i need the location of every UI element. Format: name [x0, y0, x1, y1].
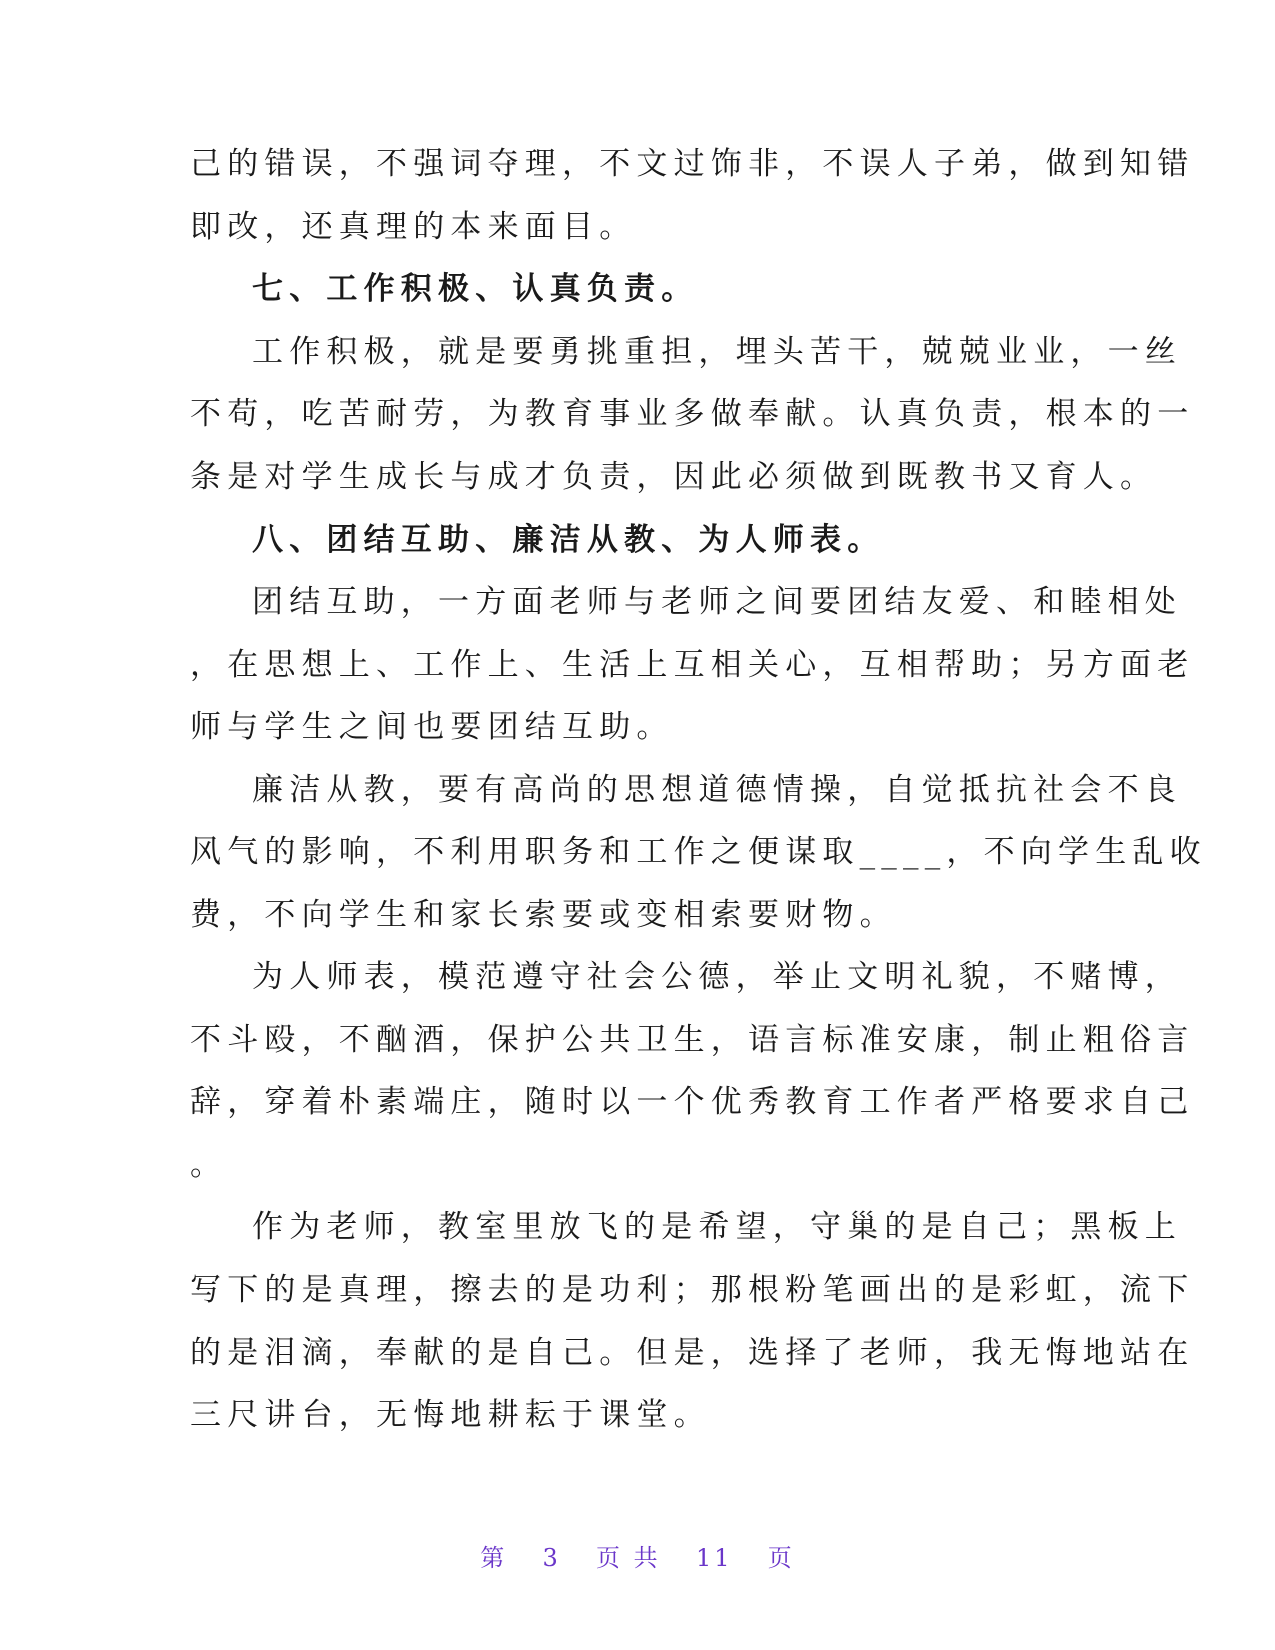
body-text-line: 廉洁从教，要有高尚的思想道德情操，自觉抵抗社会不良	[252, 772, 1182, 808]
footer-total-pages: 11	[695, 1544, 733, 1572]
body-text-line: 为人师表，模范遵守社会公德，举止文明礼貌，不赌博，	[252, 959, 1182, 995]
body-text-line: 。	[190, 1147, 228, 1183]
body-text-line: 不斗殴，不酗酒，保护公共卫生，语言标准安康，制止粗俗言	[190, 1022, 1195, 1058]
body-text-line: 不苟，吃苦耐劳，为教育事业多做奉献。认真负责，根本的一	[190, 396, 1195, 432]
section-heading-8: 八、团结互助、廉洁从教、为人师表。	[252, 522, 885, 558]
body-text-line: 费，不向学生和家长索要或变相索要财物。	[190, 897, 897, 933]
footer-current-page: 3	[542, 1544, 561, 1572]
footer-middle: 页 共	[596, 1544, 661, 1572]
body-text-line: 三尺讲台，无悔地耕耘于课堂。	[190, 1397, 711, 1433]
section-heading-7: 七、工作积极、认真负责。	[252, 271, 699, 307]
body-text-line: 即改，还真理的本来面目。	[190, 209, 637, 245]
body-text-line: 条是对学生成长与成才负责，因此必须做到既教书又育人。	[190, 459, 1158, 495]
body-text-line: 辞，穿着朴素端庄，随时以一个优秀教育工作者严格要求自己	[190, 1084, 1195, 1120]
body-text-line: 工作积极，就是要勇挑重担，埋头苦干，兢兢业业，一丝	[252, 334, 1182, 370]
body-text-line: 师与学生之间也要团结互助。	[190, 709, 674, 745]
body-text-line: 己的错误，不强词夺理，不文过饰非，不误人子弟，做到知错	[190, 146, 1195, 182]
body-text-line: ，在思想上、工作上、生活上互相关心，互相帮助；另方面老	[190, 647, 1195, 683]
body-text-line: 作为老师，教室里放飞的是希望，守巢的是自己；黑板上	[252, 1209, 1182, 1245]
body-text-line: 团结互助，一方面老师与老师之间要团结友爱、和睦相处	[252, 584, 1182, 620]
footer-prefix: 第	[480, 1544, 508, 1572]
body-text-line: 的是泪滴，奉献的是自己。但是，选择了老师，我无悔地站在	[190, 1335, 1195, 1371]
body-text-line: 风气的影响，不利用职务和工作之便谋取____，不向学生乱收	[190, 834, 1207, 870]
footer-suffix: 页	[767, 1544, 795, 1572]
body-text-line: 写下的是真理，擦去的是功利；那根粉笔画出的是彩虹，流下	[190, 1272, 1195, 1308]
page-footer	[0, 1542, 1275, 1574]
